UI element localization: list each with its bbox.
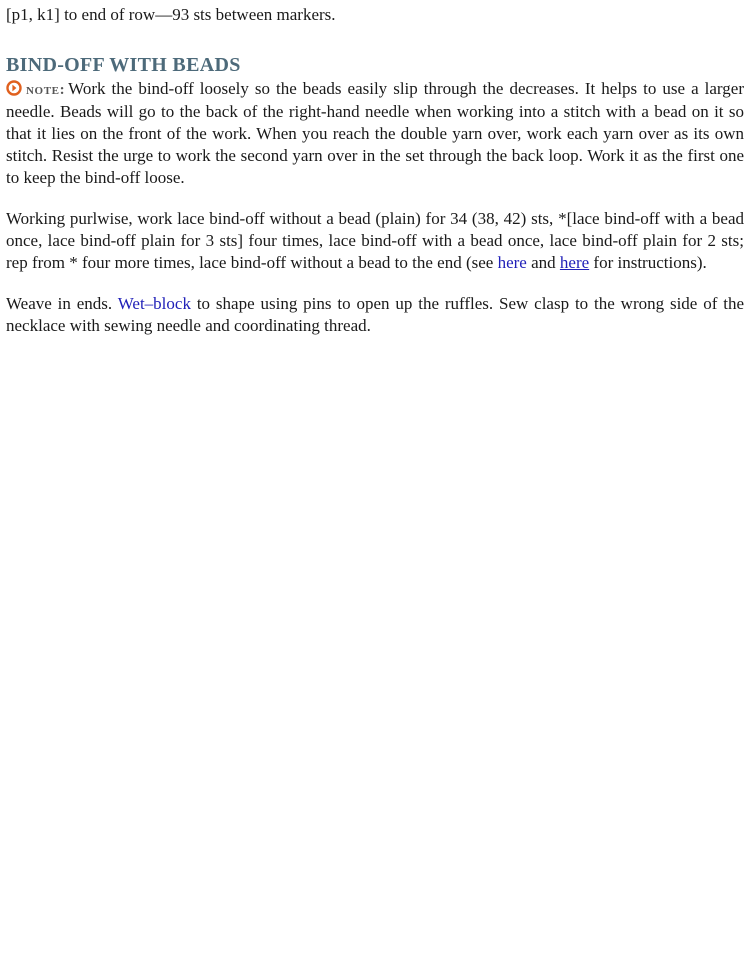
here-link-2[interactable]: here bbox=[559, 253, 590, 272]
bind-off-text-end: for instructions). bbox=[589, 253, 707, 272]
arrow-circle-icon bbox=[6, 80, 22, 96]
bind-off-instructions-paragraph bbox=[6, 208, 744, 274]
finishing-text-start: Weave in ends. bbox=[6, 294, 118, 313]
bind-off-text-start: Working purlwise, work lace bind-off without a bead (plain) for 34 (38, 42) sts, *[lace bind-off with a bead once, lace bind-off plain for 3 sts] four times, lace bind-off with a bead once, lace bind-off plain for 2 sts; rep from * four more times, lace bind-off without a bead to the end (see bbox=[6, 209, 744, 272]
note-paragraph bbox=[6, 78, 744, 189]
here-link-1[interactable]: here bbox=[497, 253, 527, 272]
intro-line: [p1, k1] to end of row—93 sts between markers. bbox=[6, 5, 336, 24]
note-text: Work the bind-off loosely so the beads easily slip through the decreases. It helps to use a larger needle. Beads will go to the back of the right-hand needle when working into a stitch with a bead on it so that it lies on the front of the work. When you reach the double yarn over, work each yarn over as its own stitch. Resist the urge to work the second yarn over in the set through the back loop. Work it as the first one to keep the bind-off loose. bbox=[6, 79, 744, 187]
section-heading: BIND-OFF WITH BEADS bbox=[6, 54, 241, 76]
document-page bbox=[6, 0, 744, 337]
finishing-text-end: to shape using pins to open up the ruffles. Sew clasp to the wrong side of the necklace with sewing needle and coordinating thread. bbox=[6, 294, 744, 335]
finishing-paragraph bbox=[6, 293, 744, 337]
note-label: note: bbox=[26, 82, 66, 98]
bind-off-text-between: and bbox=[526, 253, 560, 272]
wet-block-link[interactable]: Wet–block bbox=[117, 294, 191, 313]
